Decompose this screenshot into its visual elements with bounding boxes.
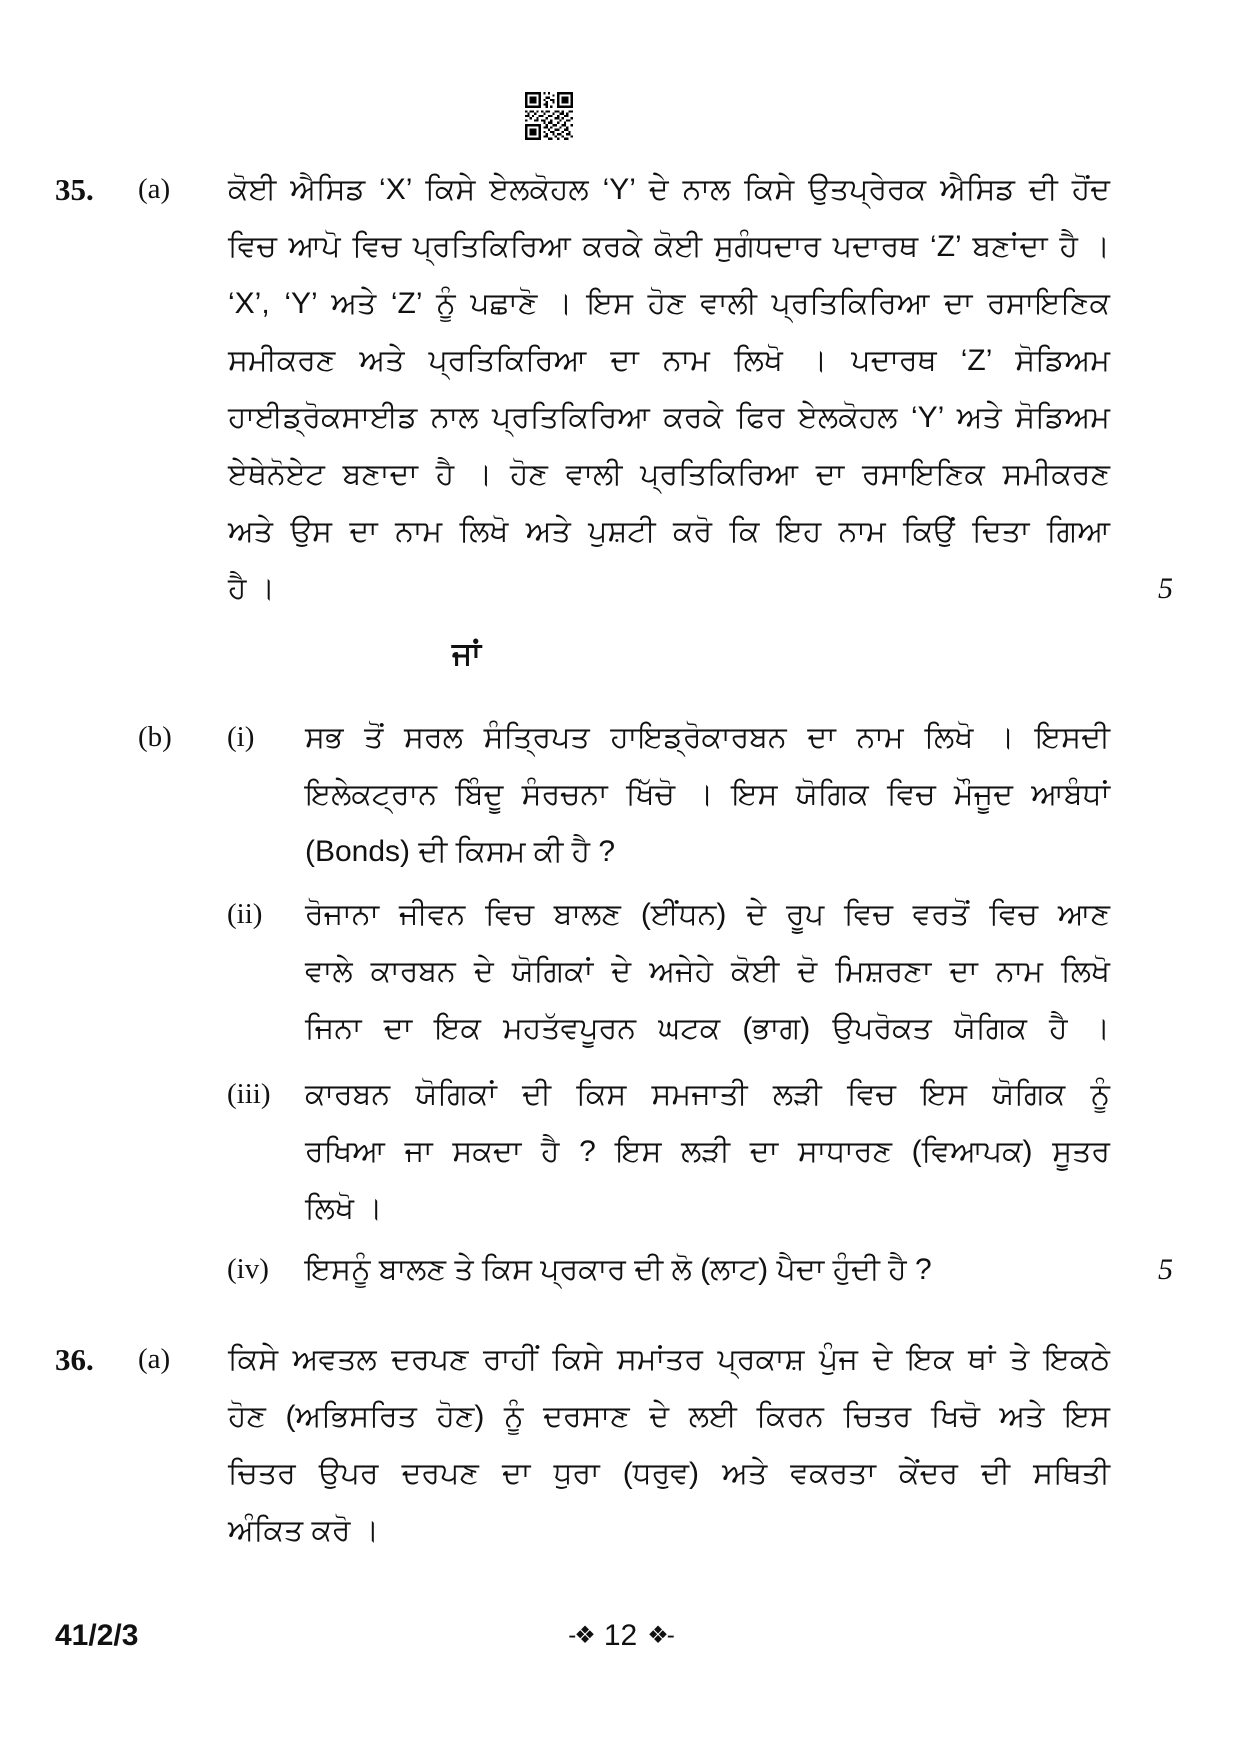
text-line: ਵਿਚ ਆਪੋ ਵਿਚ ਪ੍ਰਤਿਕਿਰਿਆ ਕਰਕੇ ਕੋਈ ਸੁਗੰਧਦਾਰ ਪਦਾਰਥ ‘Z’ ਬਣਾਂਦਾ ਹੈ । — [228, 230, 1110, 263]
question-35b-i-text — [305, 709, 1110, 880]
text-line: ਇਲੇਕਟ੍ਰਾਨ ਬਿੰਦੂ ਸੰਰਚਨਾ ਖਿੱਚੋ । ਇਸ ਯੋਗਿਕ ਵਿਚ ਮੌਜੂਦ ਆਬੰਧਾਂ — [305, 778, 1110, 811]
text-line: ਚਿਤਰ ਉਪਰ ਦਰਪਣ ਦਾ ਧੁਰਾ (ਧਰੁਵ) ਅਤੇ ਵਕਰਤਾ ਕੇਂਦਰ ਦੀ ਸਥਿਤੀ — [228, 1457, 1110, 1490]
text-line: ਵਾਲੇ ਕਾਰਬਨ ਦੇ ਯੋਗਿਕਾਂ ਦੇ ਅਜੇਹੇ ਕੋਈ ਦੋ ਮਿਸ਼ਰਣਾ ਦਾ ਨਾਮ ਲਿਖੋ — [305, 955, 1110, 988]
text-line: (Bonds) ਦੀ ਕਿਸਮ ਕੀ ਹੈ ? — [305, 835, 616, 868]
text-line: ਰਖਿਆ ਜਾ ਸਕਦਾ ਹੈ ? ਇਸ ਲੜੀ ਦਾ ਸਾਧਾਰਣ (ਵਿਆਪਕ) ਸੂਤਰ — [305, 1135, 1110, 1168]
text-line: ਹਾਈਡ੍ਰੋਕਸਾਈਡ ਨਾਲ ਪ੍ਰਤਿਕਿਰਿਆ ਕਰਕੇ ਫਿਰ ਏਲਕੋਹਲ ‘Y’ ਅਤੇ ਸੋਡਿਅਮ — [228, 401, 1110, 434]
text-line: ਲਿਖੋ । — [305, 1192, 383, 1225]
text-line: ਅਤੇ ਉਸ ਦਾ ਨਾਮ ਲਿਖੋ ਅਤੇ ਪੁਸ਼ਟੀ ਕਰੋ ਕਿ ਇਹ ਨਾਮ ਕਿਉਂ ਦਿਤਾ ਗਿਆ — [228, 515, 1110, 548]
marks-q35a: 5 — [1158, 572, 1173, 605]
qr-code — [525, 92, 573, 140]
question-number: 36. — [55, 1342, 94, 1377]
part-b-label: (b) — [138, 721, 172, 753]
item-iv-label: (iv) — [227, 1253, 269, 1285]
page-ornament-left: -❖ — [568, 1622, 594, 1649]
page-number: 12 — [603, 1619, 638, 1652]
page-ornament-right: ❖- — [647, 1622, 673, 1649]
question-36a-text — [228, 1331, 1110, 1559]
part-a-label: (a) — [138, 1343, 171, 1375]
text-line: ਕਿਸੇ ਅਵਤਲ ਦਰਪਣ ਰਾਹੀਂ ਕਿਸੇ ਸਮਾਂਤਰ ਪ੍ਰਕਾਸ਼ ਪੁੰਜ ਦੇ ਇਕ ਥਾਂ ਤੇ ਇਕਠੇ — [228, 1343, 1110, 1376]
text-line: ਏਥੇਨੋਏਟ ਬਣਾਦਾ ਹੈ । ਹੋਣ ਵਾਲੀ ਪ੍ਰਤਿਕਿਰਿਆ ਦਾ ਰਸਾਇਣਿਕ ਸਮੀਕਰਣ — [228, 458, 1110, 491]
item-i-label: (i) — [227, 721, 255, 753]
part-a-label: (a) — [138, 173, 171, 205]
text-line: ਜਿਨਾ ਦਾ ਇਕ ਮਹਤੱਵਪੂਰਨ ਘਟਕ (ਭਾਗ) ਉਪਰੋਕਤ ਯੋਗਿਕ ਹੈ । — [305, 1012, 1110, 1045]
text-line: ਕਾਰਬਨ ਯੋਗਿਕਾਂ ਦੀ ਕਿਸ ਸਮਜਾਤੀ ਲੜੀ ਵਿਚ ਇਸ ਯੋਗਿਕ ਨੂੰ — [305, 1078, 1110, 1111]
marks-q35b: 5 — [1158, 1253, 1173, 1286]
text-line: ਰੋਜਾਨਾ ਜੀਵਨ ਵਿਚ ਬਾਲਣ (ਈਂਧਨ) ਦੇ ਰੂਪ ਵਿਚ ਵਰਤੋਂ ਵਿਚ ਆਣ — [305, 898, 1110, 931]
qr-code-image — [525, 92, 573, 140]
question-number: 35. — [55, 172, 94, 207]
text-line: ਸਭ ਤੋਂ ਸਰਲ ਸੰਤ੍ਰਿਪਤ ਹਾਇਡ੍ਰੋਕਾਰਬਨ ਦਾ ਨਾਮ ਲਿਖੋ । ਇਸਦੀ — [305, 721, 1110, 754]
text-line: ਹੈ । — [228, 572, 275, 605]
or-separator: ਜਾਂ — [452, 636, 482, 671]
text-line: ‘X’, ‘Y’ ਅਤੇ ‘Z’ ਨੂੰ ਪਛਾਣੋ । ਇਸ ਹੋਣ ਵਾਲੀ ਪ੍ਰਤਿਕਿਰਿਆ ਦਾ ਰਸਾਇਣਿਕ — [228, 287, 1110, 320]
question-35a-text — [228, 161, 1110, 617]
question-35b-iii-text — [305, 1066, 1110, 1237]
text-line: ਹੋਣ (ਅਭਿਸਰਿਤ ਹੋਣ) ਨੂੰ ਦਰਸਾਣ ਦੇ ਲਈ ਕਿਰਨ ਚਿਤਰ ਖਿਚੋ ਅਤੇ ਇਸ — [228, 1400, 1110, 1433]
item-iii-label: (iii) — [227, 1078, 271, 1110]
text-line: ਸਮੀਕਰਣ ਅਤੇ ਪ੍ਰਤਿਕਿਰਿਆ ਦਾ ਨਾਮ ਲਿਖੋ । ਪਦਾਰਥ ‘Z’ ਸੋਡਿਅਮ — [228, 344, 1110, 377]
item-ii-label: (ii) — [227, 898, 263, 930]
text-line: ਇਸਨੂੰ ਬਾਲਣ ਤੇ ਕਿਸ ਪ੍ਰਕਾਰ ਦੀ ਲੋ (ਲਾਟ) ਪੈਦਾ ਹੁੰਦੀ ਹੈ ? — [305, 1253, 932, 1286]
page-number-strip — [0, 1616, 1241, 1658]
question-35b-iv-text — [305, 1241, 1110, 1298]
text-line: ਅੰਕਿਤ ਕਰੋ । — [228, 1514, 380, 1547]
question-35b-ii-text — [305, 886, 1110, 1057]
paper-code: 41/2/3 — [55, 1619, 139, 1652]
text-line: ਕੋਈ ਐਸਿਡ ‘X’ ਕਿਸੇ ਏਲਕੋਹਲ ‘Y’ ਦੇ ਨਾਲ ਕਿਸੇ ਉਤਪ੍ਰੇਰਕ ਐਸਿਡ ਦੀ ਹੋਂਦ — [228, 173, 1110, 206]
